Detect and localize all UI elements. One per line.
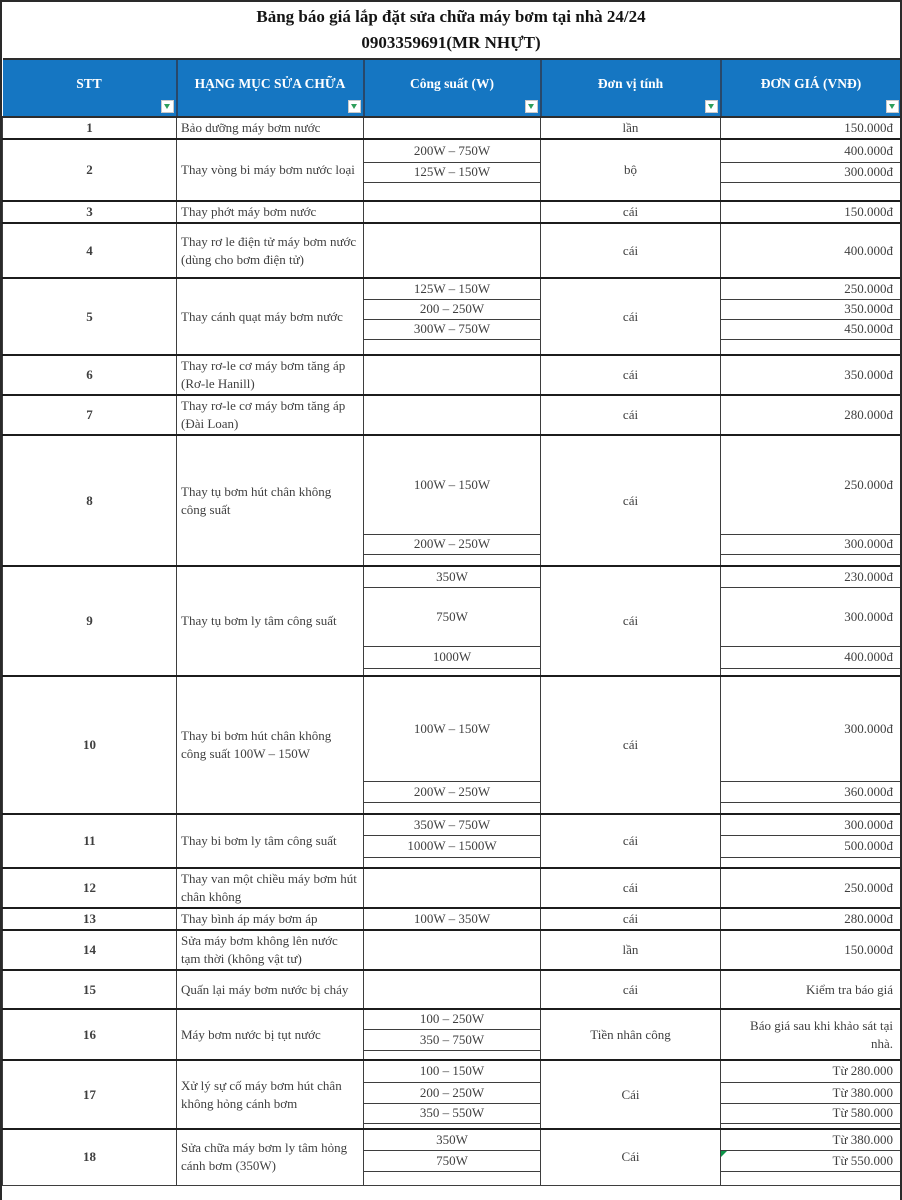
filter-dropdown-button[interactable] bbox=[348, 100, 361, 113]
column-header-price bbox=[721, 59, 901, 117]
price-cell: Kiểm tra báo giá bbox=[721, 970, 901, 1009]
price-cell: 250.000đ bbox=[721, 278, 901, 299]
item-cell: Thay bi bơm ly tâm công suất bbox=[177, 814, 364, 868]
price-cell: 400.000đ bbox=[721, 646, 901, 668]
power-cell bbox=[364, 970, 541, 1009]
filter-arrow-icon bbox=[351, 104, 357, 109]
stt-cell: 13 bbox=[3, 908, 177, 930]
column-header-label: ĐƠN GIÁ (VNĐ) bbox=[760, 76, 862, 91]
item-cell: Thay bi bơm hút chân không công suất 100W – 150W bbox=[177, 676, 364, 814]
filter-dropdown-button[interactable] bbox=[161, 100, 174, 113]
power-cell: 100W – 150W bbox=[364, 435, 541, 534]
price-cell: 350.000đ bbox=[721, 355, 901, 395]
unit-cell: cái bbox=[541, 676, 721, 814]
power-cell bbox=[364, 117, 541, 139]
filter-dropdown-button[interactable] bbox=[525, 100, 538, 113]
table-row bbox=[3, 117, 901, 139]
item-cell: Thay rơ-le cơ máy bơm tăng áp (Rơ-le Hanill) bbox=[177, 355, 364, 395]
unit-cell: lần bbox=[541, 117, 721, 139]
unit-cell: cái bbox=[541, 970, 721, 1009]
power-cell: 750W bbox=[364, 1150, 541, 1171]
stt-cell: 18 bbox=[3, 1129, 177, 1185]
column-header-unit bbox=[541, 59, 721, 117]
stt-cell: 9 bbox=[3, 566, 177, 676]
stt-cell: 10 bbox=[3, 676, 177, 814]
price-cell: 400.000đ bbox=[721, 223, 901, 278]
power-cell bbox=[364, 1171, 541, 1185]
table-row bbox=[3, 1060, 901, 1082]
price-cell: 300.000đ bbox=[721, 162, 901, 182]
table-row bbox=[3, 676, 901, 781]
stt-cell: 5 bbox=[3, 278, 177, 355]
item-cell: Thay rơ-le cơ máy bơm tăng áp (Đài Loan) bbox=[177, 395, 364, 435]
price-cell: 350.000đ bbox=[721, 299, 901, 319]
table-row bbox=[3, 139, 901, 162]
table-row bbox=[3, 1129, 901, 1150]
power-cell bbox=[364, 802, 541, 814]
table-row bbox=[3, 223, 901, 278]
stt-cell: 7 bbox=[3, 395, 177, 435]
filter-dropdown-button[interactable] bbox=[705, 100, 718, 113]
price-cell bbox=[721, 339, 901, 355]
column-header-item bbox=[177, 59, 364, 117]
stt-cell: 2 bbox=[3, 139, 177, 201]
price-note-cell: Báo giá sau khi khảo sát tại nhà. bbox=[721, 1009, 901, 1060]
stt-cell: 1 bbox=[3, 117, 177, 139]
price-table-body bbox=[3, 117, 901, 1185]
power-cell: 100 – 150W bbox=[364, 1060, 541, 1082]
unit-cell: cái bbox=[541, 201, 721, 223]
header-row bbox=[3, 59, 901, 117]
table-row bbox=[3, 1009, 901, 1029]
column-header-label: HẠNG MỤC SỬA CHỮA bbox=[194, 76, 346, 91]
unit-cell: lần bbox=[541, 930, 721, 970]
item-cell: Thay vòng bi máy bơm nước loại bbox=[177, 139, 364, 201]
price-cell bbox=[721, 802, 901, 814]
unit-cell: Tiền nhân công bbox=[541, 1009, 721, 1060]
power-cell: 350W bbox=[364, 566, 541, 587]
stt-cell: 4 bbox=[3, 223, 177, 278]
table-row bbox=[3, 278, 901, 299]
power-cell: 750W bbox=[364, 587, 541, 646]
table-row bbox=[3, 814, 901, 835]
item-cell: Thay cánh quạt máy bơm nước bbox=[177, 278, 364, 355]
column-header-label: Đơn vị tính bbox=[597, 76, 664, 91]
price-cell: 280.000đ bbox=[721, 908, 901, 930]
power-cell: 200W – 250W bbox=[364, 781, 541, 802]
table-row bbox=[3, 201, 901, 223]
power-cell bbox=[364, 868, 541, 908]
unit-cell: cái bbox=[541, 566, 721, 676]
table-row bbox=[3, 970, 901, 1009]
price-cell bbox=[721, 668, 901, 676]
power-cell: 200W – 750W bbox=[364, 139, 541, 162]
filter-arrow-icon bbox=[889, 104, 895, 109]
power-cell: 350 – 750W bbox=[364, 1029, 541, 1050]
unit-cell: cái bbox=[541, 395, 721, 435]
table-row bbox=[3, 355, 901, 395]
price-cell: Từ 280.000 bbox=[721, 1060, 901, 1082]
power-cell: 350W – 750W bbox=[364, 814, 541, 835]
power-cell bbox=[364, 857, 541, 868]
filter-arrow-icon bbox=[164, 104, 170, 109]
item-cell: Thay tụ bơm ly tâm công suất bbox=[177, 566, 364, 676]
power-cell bbox=[364, 339, 541, 355]
stt-cell: 3 bbox=[3, 201, 177, 223]
title-line-1: Bảng báo giá lắp đặt sửa chữa máy bơm tại nhà 24/24 bbox=[256, 7, 646, 26]
price-cell: 150.000đ bbox=[721, 117, 901, 139]
price-cell: 250.000đ bbox=[721, 435, 901, 534]
item-cell: Xử lý sự cố máy bơm hút chân không hỏng cánh bơm bbox=[177, 1060, 364, 1129]
price-cell: 300.000đ bbox=[721, 534, 901, 554]
power-cell: 200 – 250W bbox=[364, 1082, 541, 1103]
price-cell: 150.000đ bbox=[721, 930, 901, 970]
power-cell bbox=[364, 930, 541, 970]
stt-cell: 12 bbox=[3, 868, 177, 908]
unit-cell: cái bbox=[541, 223, 721, 278]
power-cell bbox=[364, 1050, 541, 1060]
stt-cell: 6 bbox=[3, 355, 177, 395]
title-line-2: 0903359691(MR NHỰT) bbox=[361, 33, 541, 52]
price-cell: 150.000đ bbox=[721, 201, 901, 223]
price-cell: 360.000đ bbox=[721, 781, 901, 802]
unit-cell: cái bbox=[541, 355, 721, 395]
power-cell: 125W – 150W bbox=[364, 278, 541, 299]
power-cell bbox=[364, 554, 541, 566]
power-cell: 200 – 250W bbox=[364, 299, 541, 319]
power-cell bbox=[364, 182, 541, 201]
power-cell: 300W – 750W bbox=[364, 319, 541, 339]
filter-arrow-icon bbox=[708, 104, 714, 109]
power-cell bbox=[364, 223, 541, 278]
power-cell bbox=[364, 395, 541, 435]
power-cell bbox=[364, 668, 541, 676]
table-row bbox=[3, 868, 901, 908]
price-cell: Từ 550.000 bbox=[721, 1150, 901, 1171]
price-cell: 500.000đ bbox=[721, 835, 901, 857]
power-cell: 100W – 150W bbox=[364, 676, 541, 781]
item-cell: Thay tụ bơm hút chân không công suất bbox=[177, 435, 364, 566]
price-cell bbox=[721, 554, 901, 566]
table-row bbox=[3, 566, 901, 587]
sheet-title bbox=[2, 2, 900, 58]
stt-cell: 15 bbox=[3, 970, 177, 1009]
stt-cell: 17 bbox=[3, 1060, 177, 1129]
column-header-power bbox=[364, 59, 541, 117]
price-cell bbox=[721, 182, 901, 201]
price-cell: 400.000đ bbox=[721, 139, 901, 162]
stt-cell: 16 bbox=[3, 1009, 177, 1060]
column-header-label: Công suất (W) bbox=[409, 76, 494, 91]
price-cell: Từ 580.000 bbox=[721, 1103, 901, 1123]
power-cell: 350W bbox=[364, 1129, 541, 1150]
filter-dropdown-button[interactable] bbox=[886, 100, 899, 113]
price-cell: 450.000đ bbox=[721, 319, 901, 339]
unit-cell: cái bbox=[541, 908, 721, 930]
column-header-stt bbox=[3, 59, 177, 117]
unit-cell: cái bbox=[541, 814, 721, 868]
item-cell: Máy bơm nước bị tụt nước bbox=[177, 1009, 364, 1060]
price-cell: Từ 380.000 bbox=[721, 1129, 901, 1150]
item-cell: Thay van một chiều máy bơm hút chân không bbox=[177, 868, 364, 908]
unit-cell: Cái bbox=[541, 1129, 721, 1185]
table-row bbox=[3, 908, 901, 930]
item-cell: Sửa máy bơm không lên nước tạm thời (không vật tư) bbox=[177, 930, 364, 970]
item-cell: Thay rơ le điện tử máy bơm nước (dùng cho bơm điện tử) bbox=[177, 223, 364, 278]
item-cell: Bảo dưỡng máy bơm nước bbox=[177, 117, 364, 139]
unit-cell: Cái bbox=[541, 1060, 721, 1129]
table-row bbox=[3, 930, 901, 970]
power-cell: 200W – 250W bbox=[364, 534, 541, 554]
price-cell bbox=[721, 1171, 901, 1185]
unit-cell: bộ bbox=[541, 139, 721, 201]
price-cell: 300.000đ bbox=[721, 676, 901, 781]
power-cell bbox=[364, 355, 541, 395]
unit-cell: cái bbox=[541, 435, 721, 566]
power-cell: 1000W bbox=[364, 646, 541, 668]
column-header-label: STT bbox=[76, 76, 102, 91]
cell-flag-indicator bbox=[721, 1151, 727, 1157]
filter-arrow-icon bbox=[528, 104, 534, 109]
price-cell: 300.000đ bbox=[721, 587, 901, 646]
price-cell: 250.000đ bbox=[721, 868, 901, 908]
stt-cell: 14 bbox=[3, 930, 177, 970]
price-table bbox=[2, 58, 901, 1186]
item-cell: Quấn lại máy bơm nước bị cháy bbox=[177, 970, 364, 1009]
stt-cell: 11 bbox=[3, 814, 177, 868]
power-cell: 1000W – 1500W bbox=[364, 835, 541, 857]
item-cell: Sửa chữa máy bơm ly tâm hỏng cánh bơm (350W) bbox=[177, 1129, 364, 1185]
stt-cell: 8 bbox=[3, 435, 177, 566]
unit-cell: cái bbox=[541, 278, 721, 355]
price-cell: 280.000đ bbox=[721, 395, 901, 435]
item-cell: Thay phớt máy bơm nước bbox=[177, 201, 364, 223]
power-cell: 350 – 550W bbox=[364, 1103, 541, 1123]
item-cell: Thay bình áp máy bơm áp bbox=[177, 908, 364, 930]
price-cell: 230.000đ bbox=[721, 566, 901, 587]
power-cell bbox=[364, 201, 541, 223]
unit-cell: cái bbox=[541, 868, 721, 908]
price-cell: Từ 380.000 bbox=[721, 1082, 901, 1103]
table-row bbox=[3, 395, 901, 435]
price-cell bbox=[721, 857, 901, 868]
power-cell: 100 – 250W bbox=[364, 1009, 541, 1029]
power-cell: 100W – 350W bbox=[364, 908, 541, 930]
table-row bbox=[3, 435, 901, 534]
power-cell: 125W – 150W bbox=[364, 162, 541, 182]
price-cell: 300.000đ bbox=[721, 814, 901, 835]
